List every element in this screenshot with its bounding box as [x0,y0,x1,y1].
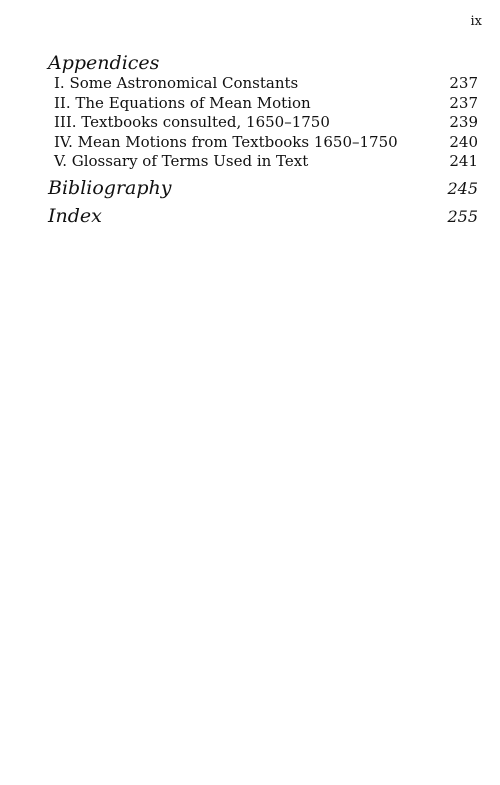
toc-entry [48,152,478,172]
entry-title: III. Textbooks consulted, 1650–1750 [54,113,330,131]
entry-page: 255 [447,206,478,226]
entry-page: 237 [449,93,478,112]
entry-page: 239 [449,113,478,131]
entry-title: Bibliography [48,176,172,199]
appendices-list [48,74,478,172]
toc-entry [48,94,478,114]
entry-title: V. Glossary of Terms Used in Text [54,152,309,170]
appendices-heading: Appendices [48,52,160,74]
entry-title: Index [48,204,102,227]
toc-entry-bibliography [48,177,478,200]
entry-page: 240 [449,132,478,151]
entry-page: 245 [447,178,478,198]
page-number: ix [470,14,482,29]
toc-entry [48,133,478,153]
entry-title: II. The Equations of Mean Motion [54,93,311,112]
entry-page: 237 [449,74,478,92]
toc-entry [48,74,478,94]
entry-title: IV. Mean Motions from Textbooks 1650–1750 [54,132,398,151]
table-of-contents [48,52,478,228]
toc-entry-index [48,205,478,228]
entry-page: 241 [449,152,478,170]
toc-entry [48,113,478,133]
entry-title: I. Some Astronomical Constants [54,74,299,92]
